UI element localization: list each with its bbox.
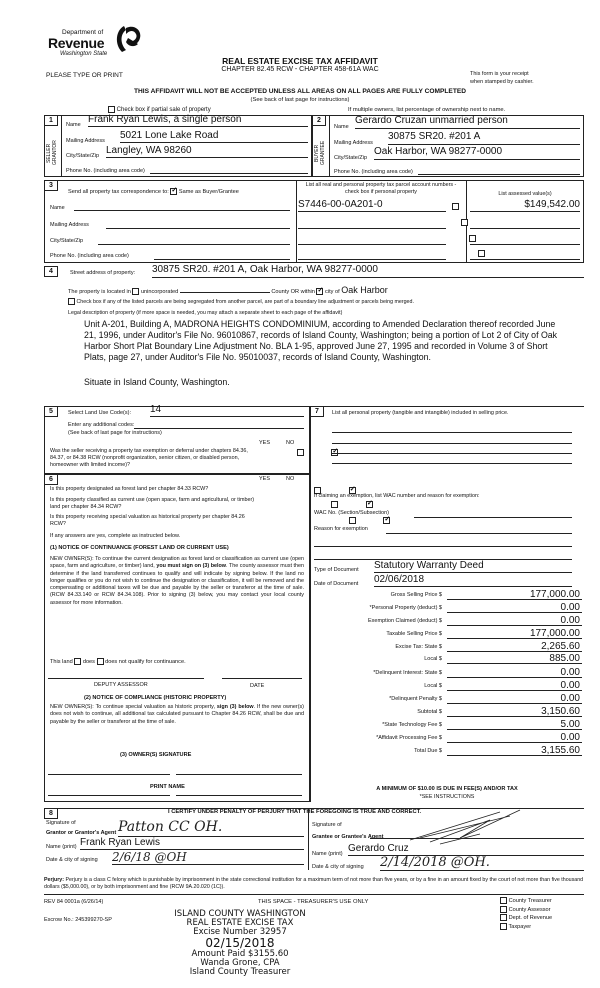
street-label: Street address of property: [70,270,136,276]
total-due-label: Total Due $ [414,748,442,754]
excise-local-value[interactable]: 885.00 [447,653,582,664]
gross-selling-price-value[interactable]: 177,000.00 [447,589,582,600]
personal-property-line-2[interactable] [332,443,572,444]
doc-type-label: Type of Document [314,567,359,573]
buyer-name-field[interactable]: Gerardo Cruzan unmarried person [355,115,580,129]
owner-signature-line-1[interactable] [48,774,170,775]
wac-field[interactable] [414,517,572,518]
s5-yes-header: YES [259,440,271,446]
warning-banner: THIS AFFIDAVIT WILL NOT BE ACCEPTED UNLESS ALL AREAS ON ALL PAGES ARE FULLY COMPLETED [133,88,467,95]
state-tech-fee-label: *State Technology Fee $ [382,722,442,728]
copy-taxpayer[interactable] [500,923,552,932]
copy-county-treasurer-checkbox[interactable] [500,897,507,904]
delinquent-interest-local-label: Local $ [424,683,442,689]
grantee-signature-scribble[interactable] [390,808,530,848]
print-name-line-1[interactable] [48,795,170,796]
minimum-due-note: A MINIMUM OF $10.00 IS DUE IN FEE(S) AND/OR TAX [376,786,518,792]
affidavit-fee-label: *Affidavit Processing Fee $ [376,735,442,741]
form-chapters: CHAPTER 82.45 RCW - CHAPTER 458-61A WAC [221,66,379,73]
please-type: PLEASE TYPE OR PRINT [46,72,123,79]
exemption-question: Was the seller receiving a property tax exemption or deferral under chapters 84.36, 84.37, or 84.38 RCW (nonprofit organization, senior citizen, or disabled person, homeowner with limited income)? [50,448,248,468]
multiple-owners-note: If multiple owners, list percentage of ownership next to name. [348,107,506,113]
parcel-value-4[interactable] [470,247,580,260]
same-as-buyer-label: Same as Buyer/Grantee [178,188,239,195]
parcel-1-personal-checkbox[interactable] [452,203,459,210]
seller-grantor-label: SELLER GRANTOR [46,140,58,166]
copy-county-assessor[interactable] [500,906,552,915]
excise-local-row [312,653,600,665]
parcel-value-3[interactable] [470,232,580,245]
if-yes-note: If any answers are yes, complete as instructed below. [50,533,181,539]
total-due-row [312,745,600,757]
assessor-date-line[interactable] [222,678,302,679]
corr-mailing-label: Mailing Address [50,222,89,228]
affidavit-fee-value[interactable]: 0.00 [447,732,582,743]
grantor-agent-label: Grantor or Grantor's Agent [46,830,117,836]
city-of-value[interactable]: Oak Harbor [341,285,388,295]
section-2-number: 2 [312,115,326,126]
personal-property-line-4[interactable] [332,463,572,464]
section-8-divider [308,808,309,870]
subtotal-label: Subtotal $ [417,709,442,715]
copy-dept-revenue-label: Dept. of Revenue [508,915,553,922]
print-name-label: PRINT NAME [150,784,185,790]
exemption-claimed-row [312,615,600,627]
delinquent-interest-local-value[interactable]: 0.00 [447,680,582,691]
grantor-date-field[interactable]: 2/6/18 @OH [112,850,304,865]
grantor-name-field[interactable]: Frank Ryan Lewis [80,837,304,850]
city-of-checkbox[interactable] [316,288,323,295]
grantee-name-field[interactable]: Gerardo Cruz [348,843,584,856]
seller-city-label: City/State/Zip [66,153,100,159]
state-tech-fee-value[interactable]: 5.00 [447,719,582,730]
located-label: The property is located in [68,289,131,295]
delinquent-penalty-value[interactable]: 0.00 [447,693,582,704]
city-of-label: city of [325,289,340,295]
exemption-claimed-label: Exemption Claimed (deduct) $ [368,618,442,624]
buyer-grantee-label: BUYER GRANTEE [314,140,326,166]
grantee-agent-label: Grantee or Grantee's Agent [312,834,384,840]
seller-phone-field[interactable] [150,162,308,174]
grantee-sig-of: Signature of [312,822,342,828]
seller-phone-label: Phone No. (including area code) [66,168,145,174]
wac-label: WAC No. (Section/Subsection) [314,510,389,516]
copy-distribution-list [500,897,552,931]
grantor-name-label: Name (print) [46,844,77,850]
logo-revenue: Revenue [48,35,105,51]
notice1-bold: you must sign on (3) below [156,563,226,570]
exemption-claimed-value[interactable]: 0.00 [447,615,582,626]
stamp-treasurer: Wanda Grone, CPA [200,958,280,968]
does-not-qualify-checkbox[interactable] [97,658,104,665]
additional-codes-label: Enter any additional codes: [68,422,135,428]
grantor-sig-of: Signature of [46,820,76,826]
legal-desc-label: Legal description of property (if more space is needed, you may attach a separate sheet to each page of the affidavit) [68,310,343,316]
buyer-name-label: Name [334,124,349,130]
unincorporated-label: unincorporated [140,289,179,295]
personal-property-label: List all personal property (tangible and intangible) included in selling price. [332,410,509,416]
stamp-county: ISLAND COUNTY WASHINGTON [174,909,306,919]
partial-sale-label: Check box if partial sale of property [116,107,211,114]
reason-line-2[interactable] [314,546,572,547]
escrow-label: Escrow No.: [44,917,74,923]
stamp-excise-number: Excise Number 32957 [193,927,287,937]
street-address-field[interactable]: 30875 SR20. #201 A, Oak Harbor, WA 98277-0000 [152,264,584,278]
s6-yes-header: YES [259,476,271,482]
owner-signature-line-2[interactable] [176,774,302,775]
notice2-text-b: . If the new owner(s) does not wish to continue, all additional tax calculated pursuant to Chapter 84.26 RCW, shall be due and payable by the seller or transferor at the time of sale. [50,704,304,725]
section-6-number: 6 [44,474,58,485]
subtotal-row [312,706,600,718]
escrow-row [44,917,112,923]
section-2-side-divider [329,115,330,177]
certify-statement: I CERTIFY UNDER PENALTY OF PERJURY THAT THE FOREGOING IS TRUE AND CORRECT. [168,809,422,815]
assessed-header: List assessed value(s) [498,191,552,197]
legal-description[interactable]: Unit A-201, Building A, MADRONA HEIGHTS CONDOMINIUM, according to Amended Declaration thereof recorded June 21, 1996, under Auditor's File No. 96010867, records of Island County, Washington; being a portion of Lot 2 of City of Oak Harbor Short Plat Boundary Line Adjustment No. BLA 1-95, approved June 27, 1995 and recorded in Volume 3 of Short Plats, page 27, under Auditor's File No. 95010037, records of Island County, Washington. [84,319,558,362]
corr-city-label: City/State/Zip [50,238,84,244]
delinquent-interest-state-row [312,667,600,679]
subtotal-value[interactable]: 3,150.60 [447,706,582,717]
delinquent-interest-local-row [312,680,600,692]
rev-number: REV 84 0001a (6/26/14) [44,899,104,905]
receipt-note-2: when stamped by cashier. [470,79,534,85]
grantee-date-field[interactable]: 2/14/2018 @OH. [380,855,584,871]
exemption-yes-checkbox[interactable] [297,449,304,456]
notice2-text [50,704,304,726]
grantee-date-label: Date & city of signing [312,864,364,870]
footer-rule [44,894,584,895]
owner-signature-title: (3) OWNER(S) SIGNATURE [120,752,192,758]
partial-sale-checkbox[interactable] [108,106,115,113]
print-name-line-2[interactable] [176,795,302,796]
seller-city-field[interactable]: Langley, WA 98260 [106,145,308,158]
affidavit-fee-row [312,732,600,744]
buyer-phone-field[interactable] [418,163,580,175]
s6-no-header: NO [286,476,295,482]
corr-phone-label: Phone No. (including area code) [50,253,129,259]
gross-selling-price-label: Gross Selling Price $ [390,592,442,598]
taxable-selling-price-value[interactable]: 177,000.00 [447,628,582,639]
section-4-number: 4 [44,266,58,277]
corr-phone-field[interactable] [154,259,290,260]
county-field[interactable] [180,292,270,293]
corr-name-field[interactable] [74,210,290,211]
deputy-assessor-line[interactable] [48,678,204,679]
personal-property-line-1[interactable] [332,432,572,433]
copy-county-treasurer[interactable] [500,897,552,906]
perjury-text: Perjury is a class C felony which is punishable by imprisonment in the state correctional institution for a maximum term of not more than five years, or by a fine in an amount fixed by the court of not more than five thousand dollars ($5,000.00), or by both imprisonment and fine (RCW 9A.20.020 (1C)). [44,877,584,890]
stamp-title: Island County Treasurer [189,967,291,977]
unincorporated-checkbox[interactable] [132,288,139,295]
grantee-signature-line[interactable] [370,838,584,839]
section-5-number: 5 [44,406,58,417]
perjury-notice [44,877,584,891]
exemption-claim-label: If claiming an exemption, list WAC number and reason for exemption: [314,493,480,499]
total-due-value[interactable]: 3,155.60 [447,745,582,756]
section-3-divider-1 [296,180,297,263]
partial-sale-checkbox-row[interactable] [108,106,211,113]
reason-field[interactable] [386,533,572,534]
excise-state-row [312,641,600,653]
form-title: REAL ESTATE EXCISE TAX AFFIDAVIT [222,56,378,66]
stamp-date: 02/15/2018 [205,936,275,950]
seller-name-field[interactable]: Frank Ryan Lewis, a single person [88,114,308,127]
segregated-row [68,298,414,305]
dor-swoosh-icon [114,24,142,54]
notice1-text-a: NEW OWNER(S): To continue the current designation as forest land or classification as current use (open space, farm and agriculture, or timber) land, [50,556,304,570]
county-or-label: County OR within [271,289,315,295]
delinquent-penalty-label: *Delinquent Penalty $ [389,696,442,702]
reason-label: Reason for exemption [314,526,368,532]
notice1-text-b: . The county assessor must then determine if the land transferred continues to qualify and will indicate by signing below. If the land no longer qualifies or you do not wish to continue the designation or classification, it will be removed and the compensating or additional taxes will be due and payable by the seller or transferor at the time of sale. (RCW 84.33.140 or RCW 84.34.108). Prior to signing (3) below, you may contact your local county assessor for more information. [50,563,304,606]
section-1-side-divider [61,115,62,177]
perjury-bold: Perjury: [44,877,65,883]
notice1-title: (1) NOTICE OF CONTINUANCE (FOREST LAND OR CURRENT USE) [50,545,229,551]
taxable-selling-price-label: Taxable Selling Price $ [386,631,442,637]
stamp-excise-tax: REAL ESTATE EXCISE TAX [186,918,294,928]
delinquent-penalty-row [312,693,600,705]
segregated-label: Check box if any of the listed parcels are being segregated from another parcel, are part of a boundary line adjustment or parcels being merged. [76,298,414,305]
parcel-number-4[interactable] [298,247,446,260]
assessor-date-label: DATE [250,683,265,689]
buyer-city-label: City/State/Zip [334,155,368,161]
s5-no-header: NO [286,440,295,446]
parcel-header: List all real and personal property tax parcel account numbers - check box if personal property [305,182,457,195]
seller-name-label: Name [66,122,81,128]
additional-codes-note: (See back of last page for instructions) [68,430,162,436]
segregated-checkbox[interactable] [68,298,75,305]
does-qualify-checkbox[interactable] [74,658,81,665]
gross-selling-price-row [312,589,600,601]
grantee-name-label: Name (print) [312,851,343,857]
deputy-assessor-label: DEPUTY ASSESSOR [94,682,148,688]
delinquent-interest-state-value[interactable]: 0.00 [447,667,582,678]
buyer-mailing-field[interactable]: 30875 SR20. #201 A [388,131,580,145]
section-1-number: 1 [44,115,58,126]
personal-property-deduct-value[interactable]: 0.00 [447,602,582,613]
corr-city-field[interactable] [98,244,290,245]
location-row [68,285,388,295]
taxable-selling-price-row [312,628,600,640]
seller-mailing-label: Mailing Address [66,138,105,144]
forest-question: Is this property designated as forest land per chapter 84.33 RCW? [50,486,209,492]
send-label-text: Send all property tax correspondence to: [68,188,169,195]
buyer-phone-label: Phone No. (including area code) [334,169,413,175]
additional-codes-field[interactable] [134,428,304,429]
notice2-title: (2) NOTICE OF COMPLIANCE (HISTORIC PROPERTY) [84,695,227,701]
copy-county-treasurer-label: County Treasurer [508,898,552,904]
doc-date-field[interactable]: 02/06/2018 [374,574,572,587]
doc-date-label: Date of Document [314,581,359,587]
parcel-2-personal-checkbox[interactable] [461,219,468,226]
see-back-note: (See back of last page for instructions) [250,97,350,103]
does-label: does [82,658,95,665]
copy-taxpayer-label: Taxpayer [508,923,532,930]
escrow-number: 245399270-SP [75,917,112,923]
excise-state-value[interactable]: 2,265.60 [447,641,582,652]
grantor-signature[interactable]: Patton CC OH. [118,819,304,837]
receipt-note-1: This form is your receipt [470,71,529,77]
doc-type-field[interactable]: Statutory Warranty Deed [374,560,572,573]
continuance-row [50,658,186,665]
parcel-value-1[interactable]: $149,542.00 [470,199,580,212]
excise-local-label: Local $ [424,656,442,662]
copy-dept-revenue[interactable] [500,914,552,923]
personal-property-deduct-row [312,602,600,614]
notice2-bold: sign (3) below [216,704,254,710]
land-use-field[interactable]: 14 [150,404,304,417]
grantor-date-label: Date & city of signing [46,857,98,863]
send-correspondence-label [68,188,239,195]
this-land-label: This land [50,658,73,665]
section-7-number: 7 [310,406,324,417]
does-not-label: does not qualify for continuance. [105,658,186,665]
treasurer-stamp [140,910,340,977]
buyer-city-field[interactable]: Oak Harbor, WA 98277-0000 [374,146,580,160]
parcel-number-2[interactable] [298,216,446,229]
land-use-label: Select Land Use Code(s): [68,410,131,416]
personal-property-line-3[interactable] [332,453,572,454]
seller-mailing-field[interactable]: 5021 Lone Lake Road [120,130,308,143]
copy-county-assessor-label: County Assessor [508,906,551,913]
section-8-number: 8 [44,808,58,819]
stamp-amount: Amount Paid $3155.60 [191,949,289,959]
same-as-buyer-checkbox[interactable] [170,188,177,195]
delinquent-interest-state-label: *Delinquent Interest: State $ [373,670,442,676]
parcel-value-2[interactable] [470,216,580,229]
notice2-text-a: NEW OWNER(S): To continue special valuation as historic property, [50,704,217,710]
copy-county-assessor-checkbox[interactable] [500,906,507,913]
state-tech-fee-row [312,719,600,731]
copy-dept-revenue-checkbox[interactable] [500,914,507,921]
treasurer-use-label: THIS SPACE - TREASURER'S USE ONLY [258,899,369,905]
copy-taxpayer-checkbox[interactable] [500,923,507,930]
current-use-question: Is this property classified as current use (open space, farm and agricultural, or timber) land per chapter 84.34 RCW? [50,497,255,510]
corr-name-label: Name [50,205,65,211]
corr-mailing-field[interactable] [106,228,290,229]
see-instructions-note: *SEE INSTRUCTIONS [419,794,475,800]
parcel-number-3[interactable] [298,232,446,245]
personal-property-deduct-label: *Personal Property (deduct) $ [369,605,442,611]
logo-state: Washington State [60,51,108,57]
notice1-text [50,556,304,607]
logo-dept-of: Department of [62,29,104,36]
parcel-number-1[interactable]: S7446-00-0A201-0 [298,199,446,212]
buyer-mailing-label: Mailing Address [334,140,373,146]
situate-text[interactable]: Situate in Island County, Washington. [84,377,230,387]
section-3-number: 3 [44,180,58,191]
excise-state-label: Excise Tax: State $ [395,644,442,650]
historic-question: Is this property receiving special valuation as historical property per chapter 84.26 RCW? [50,514,245,527]
